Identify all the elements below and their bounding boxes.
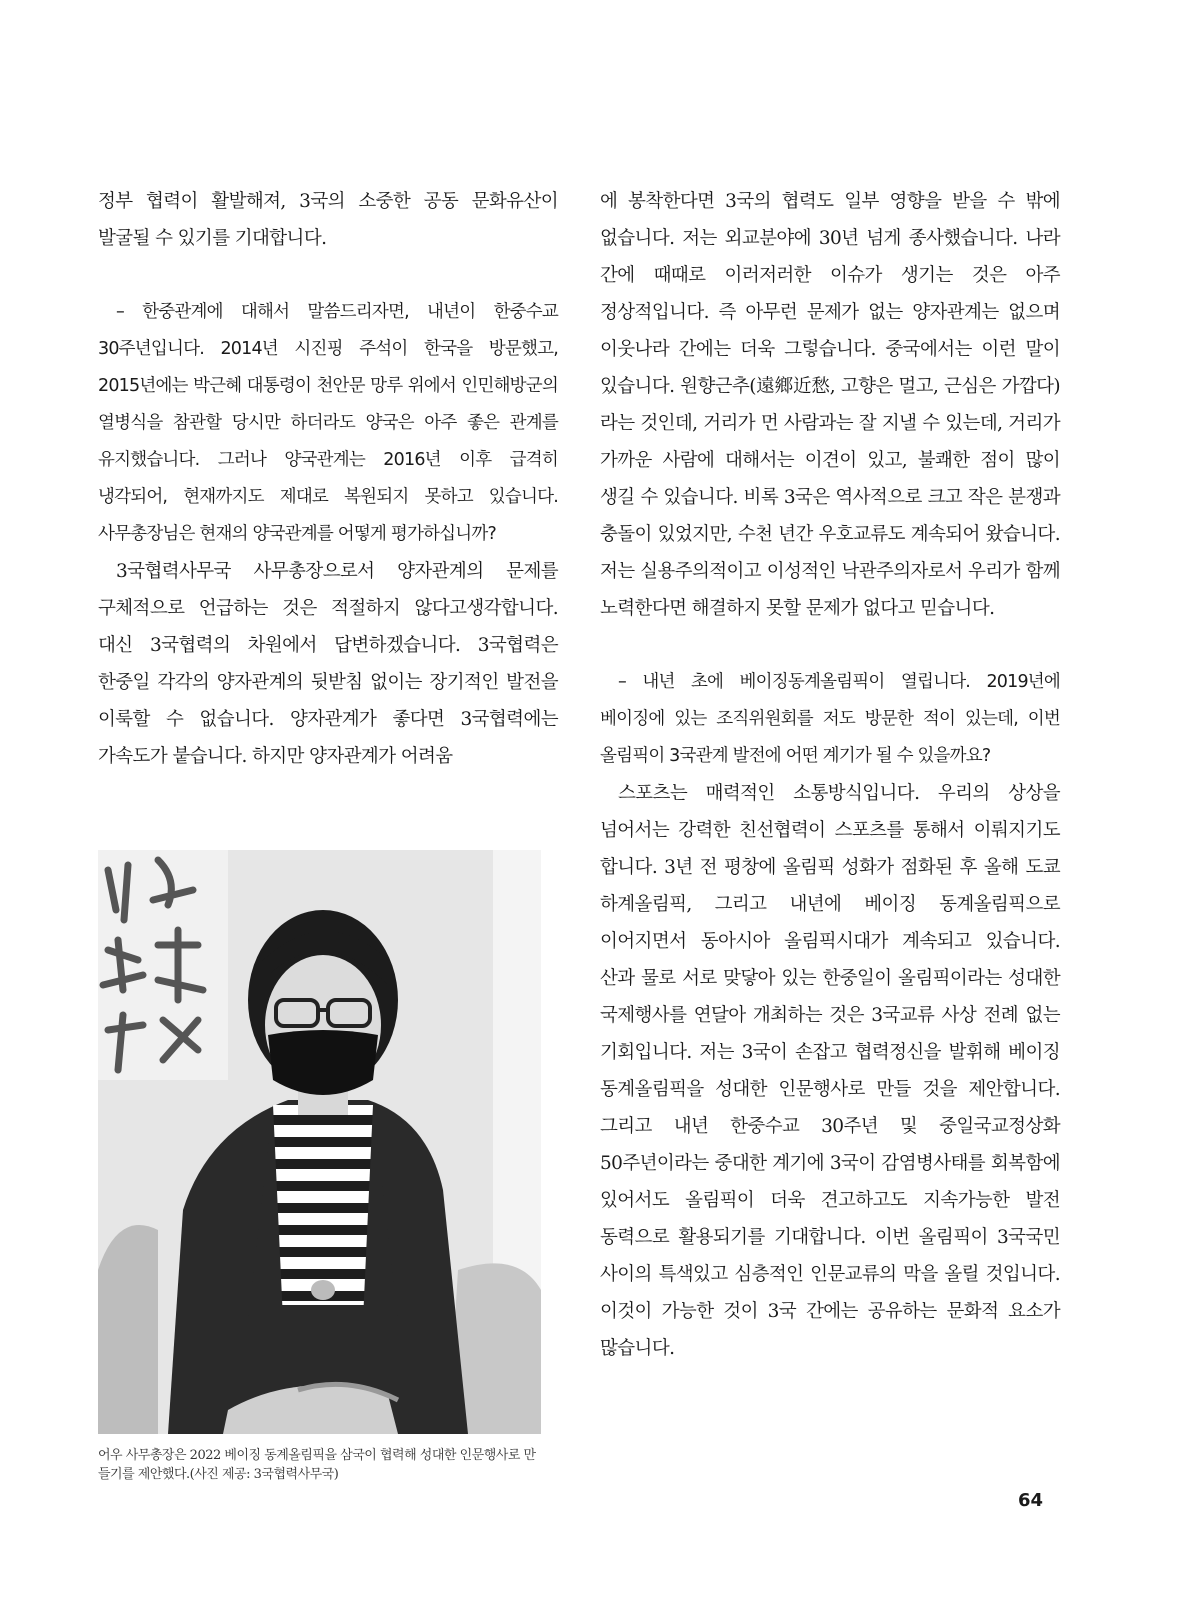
photo-caption: 어우 사무총장은 2022 베이징 동계올림픽을 삼국이 협력해 성대한 인문행사로 만들기를 제안했다.(사진 제공: 3국협력사무국) [98,1448,536,1482]
interview-question-1: – 한중관계에 대해서 말씀드리자면, 내년이 한중수교 30주년입니다. 2014년 시진핑 주석이 한국을 방문했고, 2015년에는 박근혜 대통령이 천안문 망루 위에서 인민해방군의 열병식을 참관할 당시만 하더라도 양국은 아주 좋은 관계를 유지했습니다. 그러나 양국관계는 2016년 이후 급격히 냉각되어, 현재까지도 제대로 복원되지 못하고 있습니다. 사무총장님은 현재의 양국관계를 어떻게 평가하십니까? [98,302,558,544]
right-column [600,183,1060,1367]
interview-answer-1-continued: 에 봉착한다면 3국의 협력도 일부 영향을 받을 수 밖에 없습니다. 저는 외교분야에 30년 넘게 종사했습니다. 나라 간에 때때로 이러저러한 이슈가 생기는 것은 아주 정상적입니다. 즉 아무런 문제가 없는 양자관계는 없으며 이웃나라 간에는 더욱 그렇습니다. 중국에서는 이런 말이 있습니다. 원향근추(遠鄉近愁, 고향은 멀고, 근심은 가깝다)라는 것인데, 거리가 먼 사람과는 잘 지낼 수 있는데, 거리가 가까운 사람에 대해서는 이견이 있고, 불쾌한 점이 많이 생길 수 있습니다. 비록 3국은 역사적으로 크고 작은 분쟁과 충돌이 있었지만, 수천 년간 우호교류도 계속되어 왔습니다. 저는 실용주의적이고 이성적인 낙관주의자로서 우리가 함께 노력한다면 해결하지 못할 문제가 없다고 믿습니다. [600,191,1060,619]
page-number: 64 [1018,1490,1044,1511]
interview-question-2: – 내년 초에 베이징동계올림픽이 열립니다. 2019년에 베이징에 있는 조직위원회를 저도 방문한 적이 있는데, 이번 올림픽이 3국관계 발전에 어떤 계기가 될 수 있을까요? [600,672,1060,766]
interview-answer-1: 3국협력사무국 사무총장으로서 양자관계의 문제를 구체적으로 언급하는 것은 적절하지 않다고생각합니다. 대신 3국협력의 차원에서 답변하겠습니다. 3국협력은 한중일 각각의 양자관계의 뒷받침 없이는 장기적인 발전을 이룩할 수 없습니다. 양자관계가 좋다면 3국협력에는 가속도가 붙습니다. 하지만 양자관계가 어려움 [98,561,558,767]
portrait-photo [98,850,541,1434]
interview-answer-2: 스포츠는 매력적인 소통방식입니다. 우리의 상상을 넘어서는 강력한 친선협력이 스포츠를 통해서 이뤄지기도 합니다. 3년 전 평창에 올림픽 성화가 점화된 후 올해 도쿄 하계올림픽, 그리고 내년에 베이징 동계올림픽으로 이어지면서 동아시아 올림픽시대가 계속되고 있습니다. 산과 물로 서로 맞닿아 있는 한중일이 올림픽이라는 성대한 국제행사를 연달아 개최하는 것은 3국교류 사상 전례 없는 기회입니다. 저는 3국이 손잡고 협력정신을 발휘해 베이징 동계올림픽을 성대한 인문행사로 만들 것을 제안합니다. 그리고 내년 한중수교 30주년 및 중일국교정상화 50주년이라는 중대한 계기에 3국이 감염병사태를 회복함에 있어서도 올림픽이 더욱 견고하고도 지속가능한 발전 동력으로 활용되기를 기대합니다. 이번 올림픽이 3국국민 사이의 특색있고 심층적인 인문교류의 막을 올릴 것입니다. 이것이 가능한 것이 3국 간에는 공유하는 문화적 요소가 많습니다. [600,783,1060,1359]
paragraph-intro: 정부 협력이 활발해져, 3국의 소중한 공동 문화유산이 발굴될 수 있기를 기대합니다. [98,191,558,249]
photo-figure [98,850,541,1484]
portrait-illustration [98,850,541,1434]
left-column [98,183,558,775]
